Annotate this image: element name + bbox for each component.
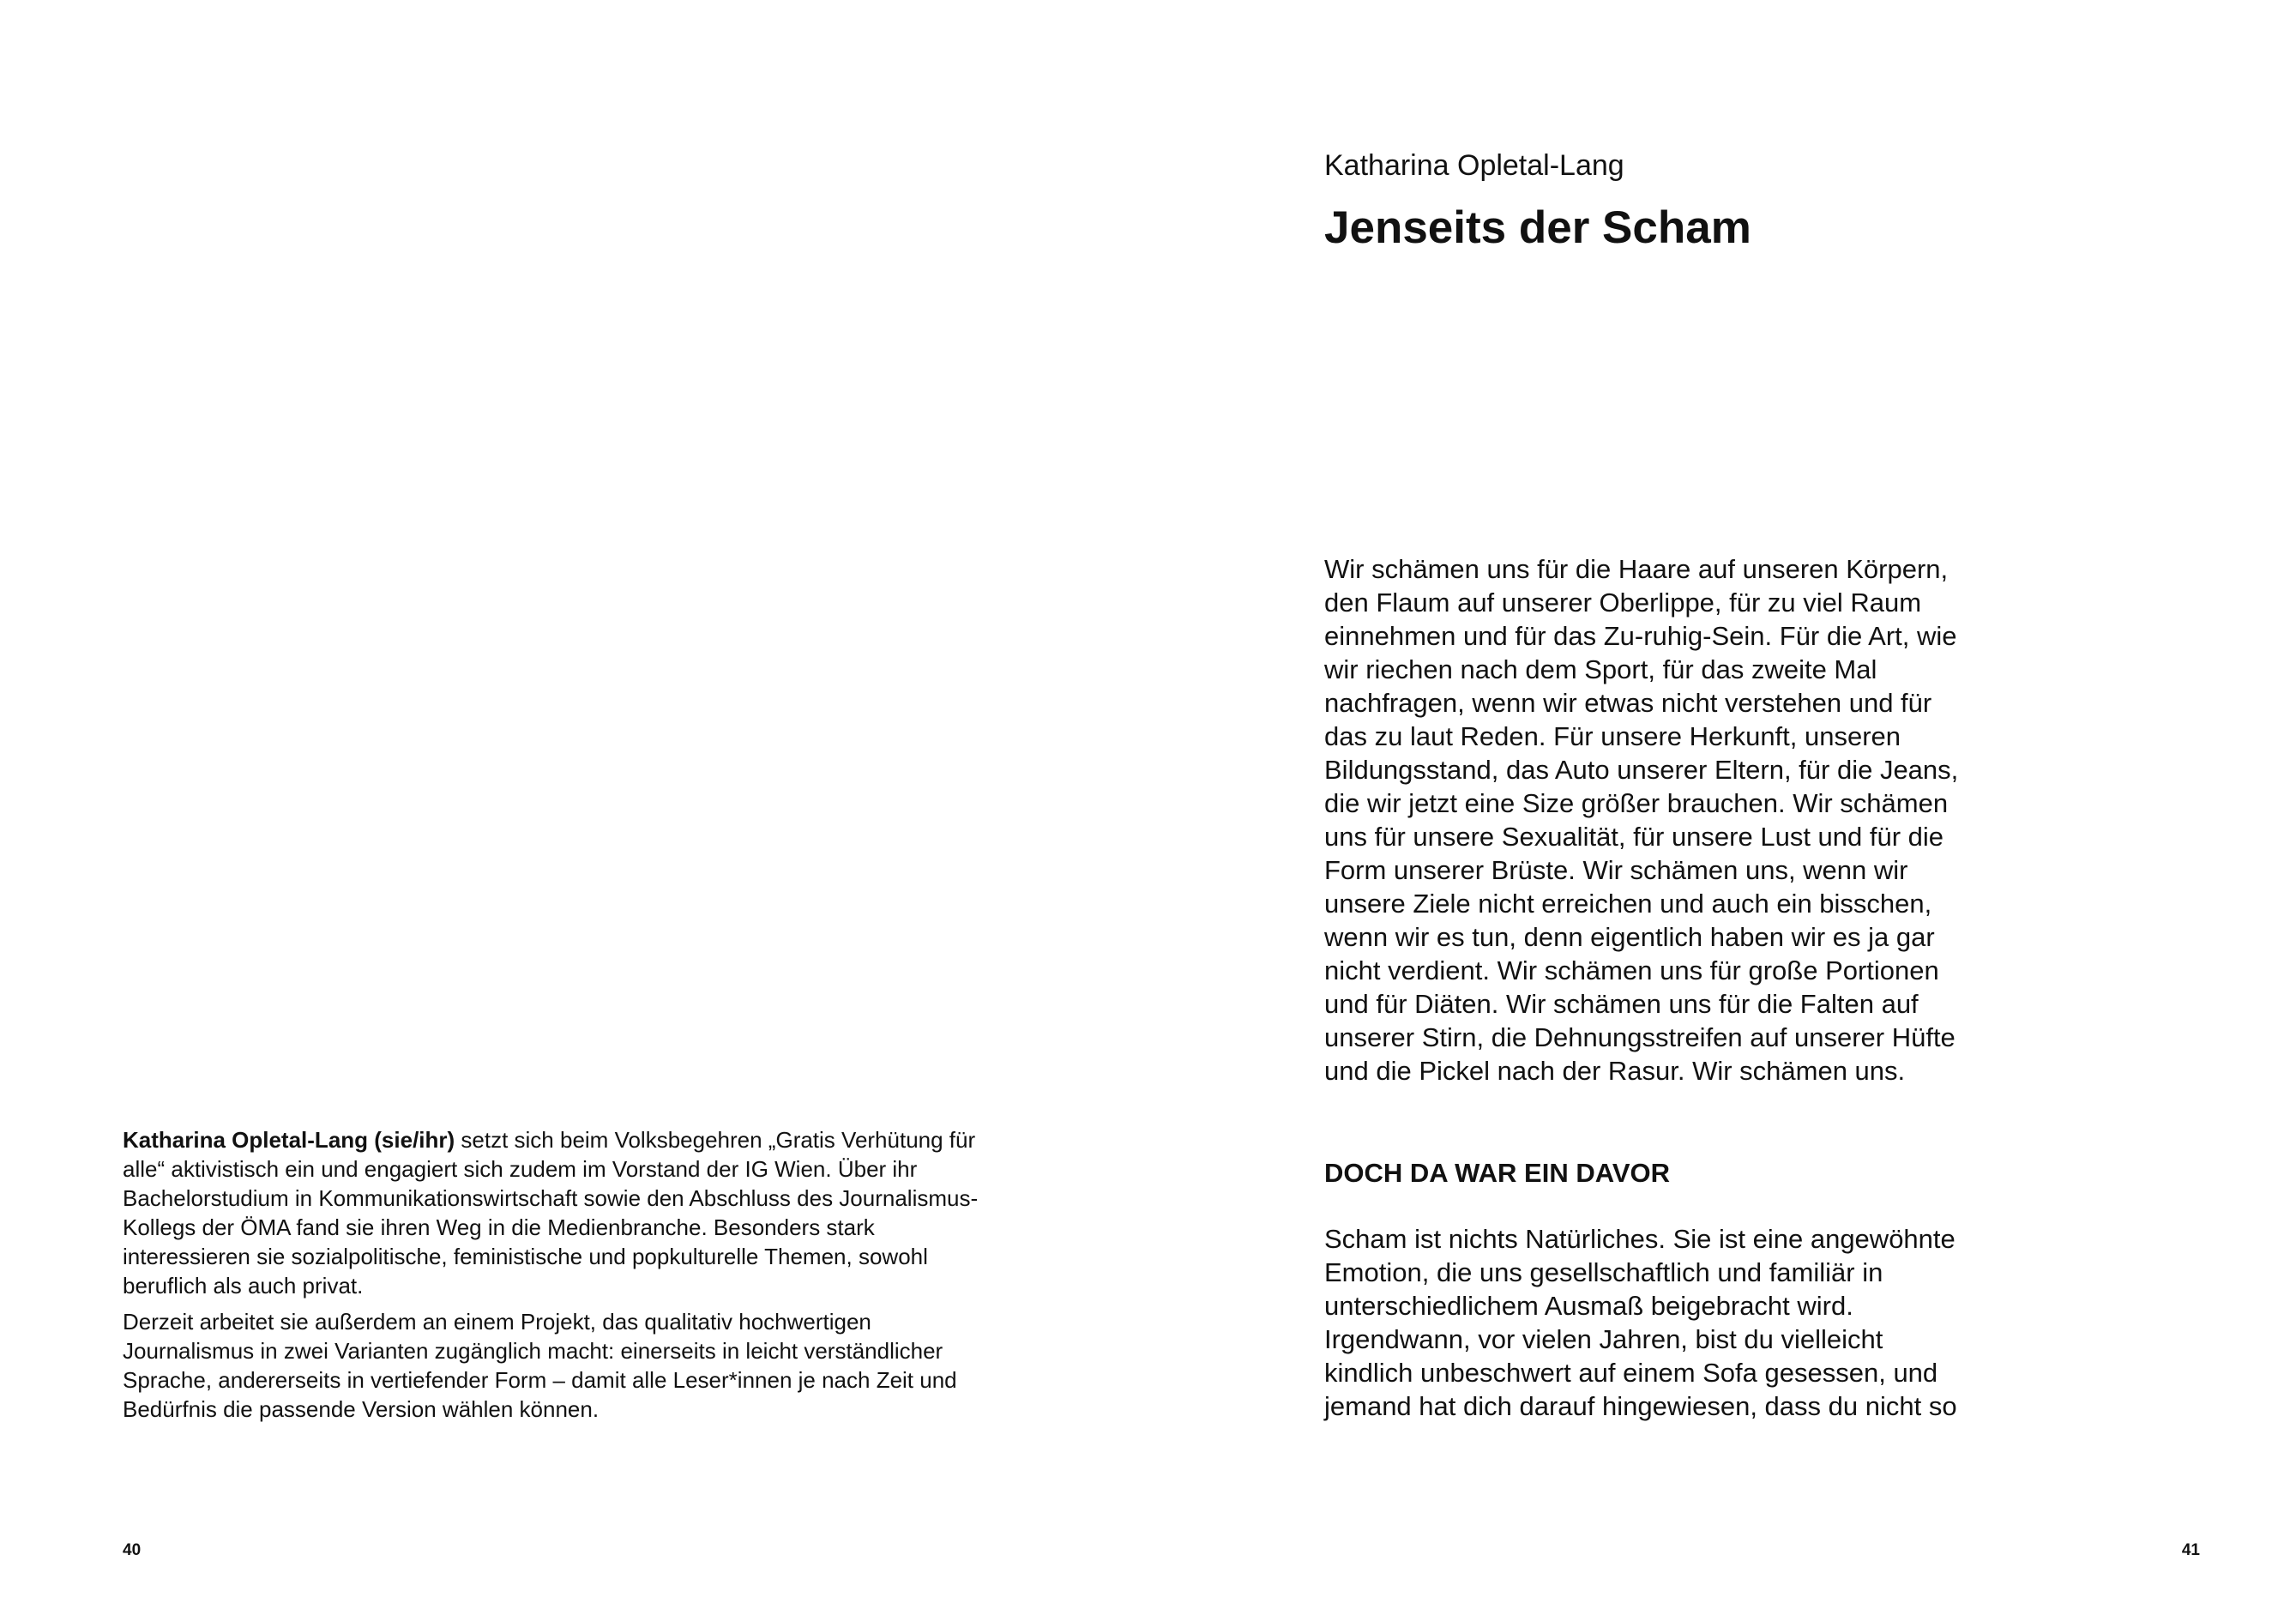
bio-paragraph-2: Derzeit arbeitet sie außerdem an einem Projekt, das qualitativ hochwertigen Journalismus in zwei Varianten zugänglich macht: einerseits in leicht verständlicher Sprache, andererseits in vertiefender Form – damit alle Leser*innen je nach Zeit und Bedürfnis die passende Version wählen können. — [123, 1309, 957, 1422]
article-title: Jenseits der Scham — [1324, 202, 1751, 253]
right-page — [1148, 0, 2296, 1621]
page-number-right: 41 — [2181, 1541, 2200, 1559]
author-bio — [123, 1125, 997, 1431]
section-heading: DOCH DA WAR EIN DAVOR — [1324, 1158, 1670, 1188]
section-body-paragraph: Scham ist nichts Natürliches. Sie ist eine angewöhnte Emotion, die uns gesellschaftlich und familiär in unterschiedlichem Ausmaß beigebracht wird. Irgendwann, vor vielen Jahren, bist du vielleicht kindlich unbeschwert auf einem Sofa gesessen, und jemand hat dich darauf hingewiesen, dass du nicht so — [1324, 1224, 1957, 1421]
article-author: Katharina Opletal-Lang — [1324, 149, 1624, 182]
article-intro-paragraph: Wir schämen uns für die Haare auf unseren Körpern, den Flaum auf unserer Oberlippe, für zu viel Raum einnehmen und für das Zu-ruhig-Sein. Für die Art, wie wir riechen nach dem Sport, für das zweite Mal nachfragen, wenn wir etwas nicht verstehen und für das zu laut Reden. Für unsere Herkunft, unseren Bildungsstand, das Auto unserer Eltern, für die Jeans, die wir jetzt eine Size größer brauchen. Wir schämen uns für unsere Sexualität, für unsere Lust und für die Form unserer Brüste. Wir schämen uns, wenn wir unsere Ziele nicht erreichen und auch ein bisschen, wenn wir es tun, denn eigentlich haben wir es ja gar nicht verdient. Wir schämen uns für große Portionen und für Diäten. Wir schämen uns für die Falten auf unserer Stirn, die Dehnungsstreifen auf unserer Hüfte und die Pickel nach der Rasur. Wir schämen uns. — [1324, 554, 1959, 1086]
bio-paragraph-1 — [123, 1125, 997, 1300]
bio-paragraph-1-text: setzt sich beim Volksbegehren „Gratis Verhütung für alle“ aktivistisch ein und engagiert sich zudem im Vorstand der IG Wien. Über ihr Bachelorstudium in Kommunikationswirtschaft sowie den Abschluss des Journalismus-Kollegs der ÖMA fand sie ihren Weg in die Medienbranche. Besonders stark interessieren sie sozialpolitische, feministische und popkulturelle Themen, sowohl beruflich als auch privat. — [123, 1127, 979, 1299]
page-number-left: 40 — [123, 1541, 142, 1559]
bio-author-name: Katharina Opletal-Lang (sie/ihr) — [123, 1127, 455, 1153]
